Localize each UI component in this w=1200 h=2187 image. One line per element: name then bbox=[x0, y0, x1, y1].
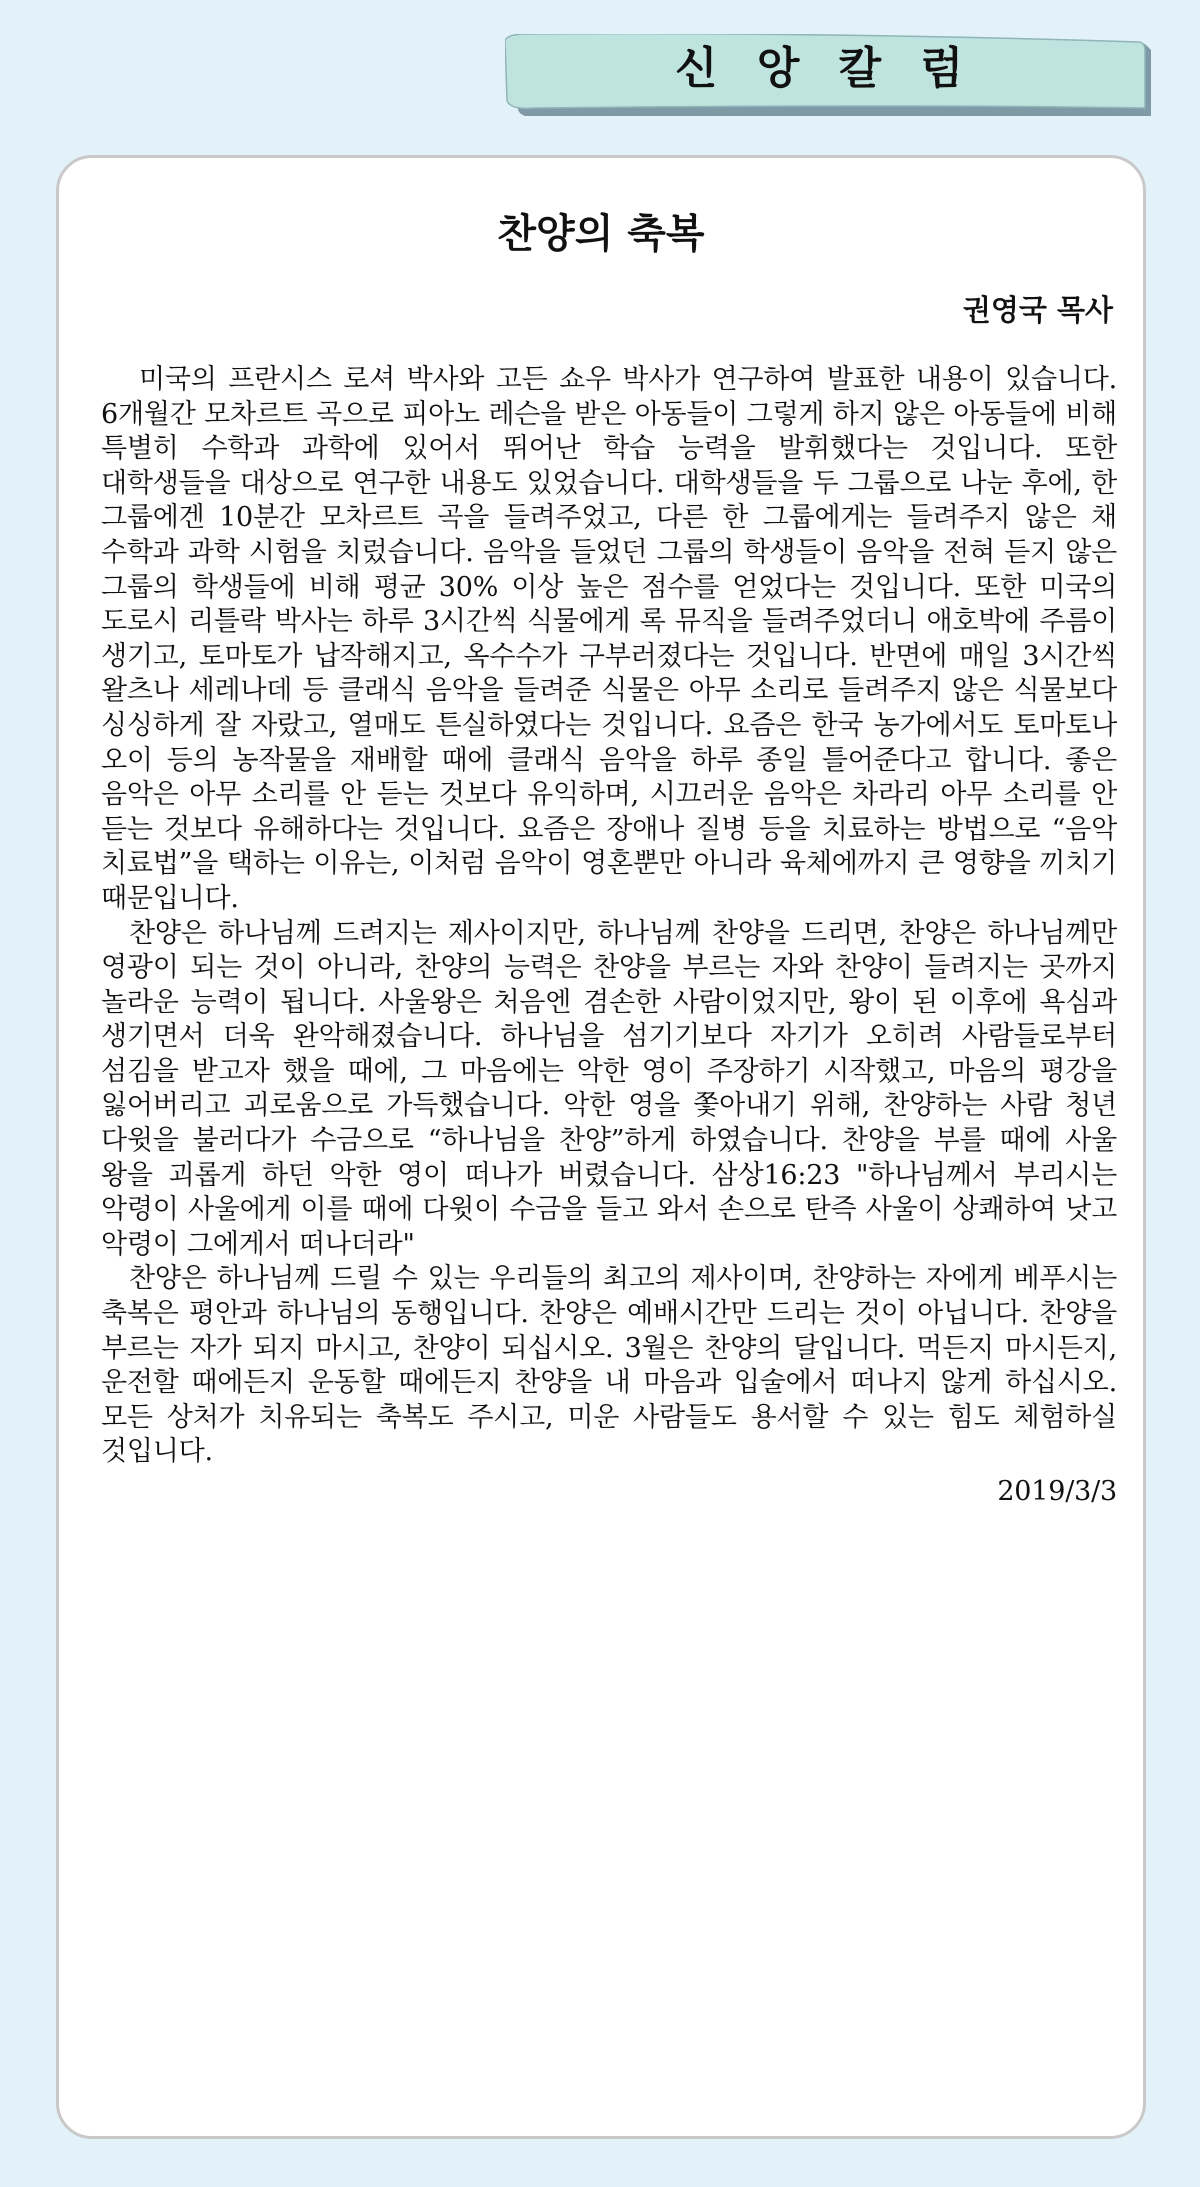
column-header-tab bbox=[505, 34, 1151, 116]
article-date: 2019/3/3 bbox=[997, 1476, 1117, 1507]
article-card bbox=[56, 155, 1146, 2139]
article-author: 권영국 목사 bbox=[962, 293, 1113, 327]
paragraph: 찬양은 하나님께 드려지는 제사이지만, 하나님께 찬양을 드리면, 찬양은 하나님께만 영광이 되는 것이 아니라, 찬양의 능력은 찬양을 부르는 자와 찬양이 들려지는 곳까지 놀라운 능력이 됩니다. 사울왕은 처음엔 겸손한 사람이었지만, 왕이 된 이후에 욕심과 생기면서 더욱 완악해졌습니다. 하나님을 섬기기보다 자기가 오히려 사람들로부터 섬김을 받고자 했을 때에, 그 마음에는 악한 영이 주장하기 시작했고, 마음의 평강을 잃어버리고 괴로움으로 가득했습니다. 악한 영을 쫓아내기 위해, 찬양하는 사람 청년 다윗을 불러다가 수금으로 “하나님을 찬양”하게 하였습니다. 찬양을 부를 때에 사울 왕을 괴롭게 하던 악한 영이 떠나가 버렸습니다. 삼상16:23 "하나님께서 부리시는 악령이 사울에게 이를 때에 다윗이 수금을 들고 와서 손으로 탄즉 사울이 상쾌하여 낫고 악령이 그에게서 떠나더라" bbox=[101, 917, 1117, 1260]
paragraph: 미국의 프란시스 로셔 박사와 고든 쇼우 박사가 연구하여 발표한 내용이 있습니다. 6개월간 모차르트 곡으로 피아노 레슨을 받은 아동들이 그렇게 하지 않은 아동들에 비해 특별히 수학과 과학에 있어서 뛰어난 학습 능력을 발휘했다는 것입니다. 또한 대학생들을 대상으로 연구한 내용도 있었습니다. 대학생들을 두 그룹으로 나눈 후에, 한 그룹에겐 10분간 모차르트 곡을 들려주었고, 다른 한 그룹에게는 들려주지 않은 채 수학과 과학 시험을 치렀습니다. 음악을 들었던 그룹의 학생들이 음악을 전혀 듣지 않은 그룹의 학생들에 비해 평균 30% 이상 높은 점수를 얻었다는 것입니다. 또한 미국의 도로시 리틀락 박사는 하루 3시간씩 식물에게 록 뮤직을 들려주었더니 애호박에 주름이 생기고, 토마토가 납작해지고, 옥수수가 구부러졌다는 것입니다. 반면에 매일 3시간씩 왈츠나 세레나데 등 클래식 음악을 들려준 식물은 아무 소리로 들려주지 않은 식물보다 싱싱하게 잘 자랐고, 열매도 튼실하였다는 것입니다. 요즘은 한국 농가에서도 토마토나 오이 등의 농작물을 재배할 때에 클래식 음악을 하루 종일 틀어준다고 합니다. 좋은 음악은 아무 소리를 안 듣는 것보다 유익하며, 시끄러운 음악은 차라리 아무 소리를 안 듣는 것보다 유해하다는 것입니다. 요즘은 장애나 질병 등을 치료하는 방법으로 “음악 치료법”을 택하는 이유는, 이처럼 음악이 영혼뿐만 아니라 육체에까지 큰 영향을 끼치기 때문입니다. bbox=[101, 364, 1117, 914]
paragraph: 찬양은 하나님께 드릴 수 있는 우리들의 최고의 제사이며, 찬양하는 자에게 베푸시는 축복은 평안과 하나님의 동행입니다. 찬양은 예배시간만 드리는 것이 아닙니다. 찬양을 부르는 자가 되지 마시고, 찬양이 되십시오. 3월은 찬양의 달입니다. 먹든지 마시든지, 운전할 때에든지 운동할 때에든지 찬양을 내 마음과 입술에서 떠나지 않게 하십시오. 모든 상처가 치유되는 축복도 주시고, 미운 사람들도 용서할 수 있는 힘도 체험하실 것입니다. bbox=[101, 1263, 1117, 1468]
article-title: 찬양의 축복 bbox=[497, 211, 705, 257]
article-body bbox=[101, 363, 1117, 1512]
section-title: 신 앙 칼 럼 bbox=[675, 43, 975, 94]
